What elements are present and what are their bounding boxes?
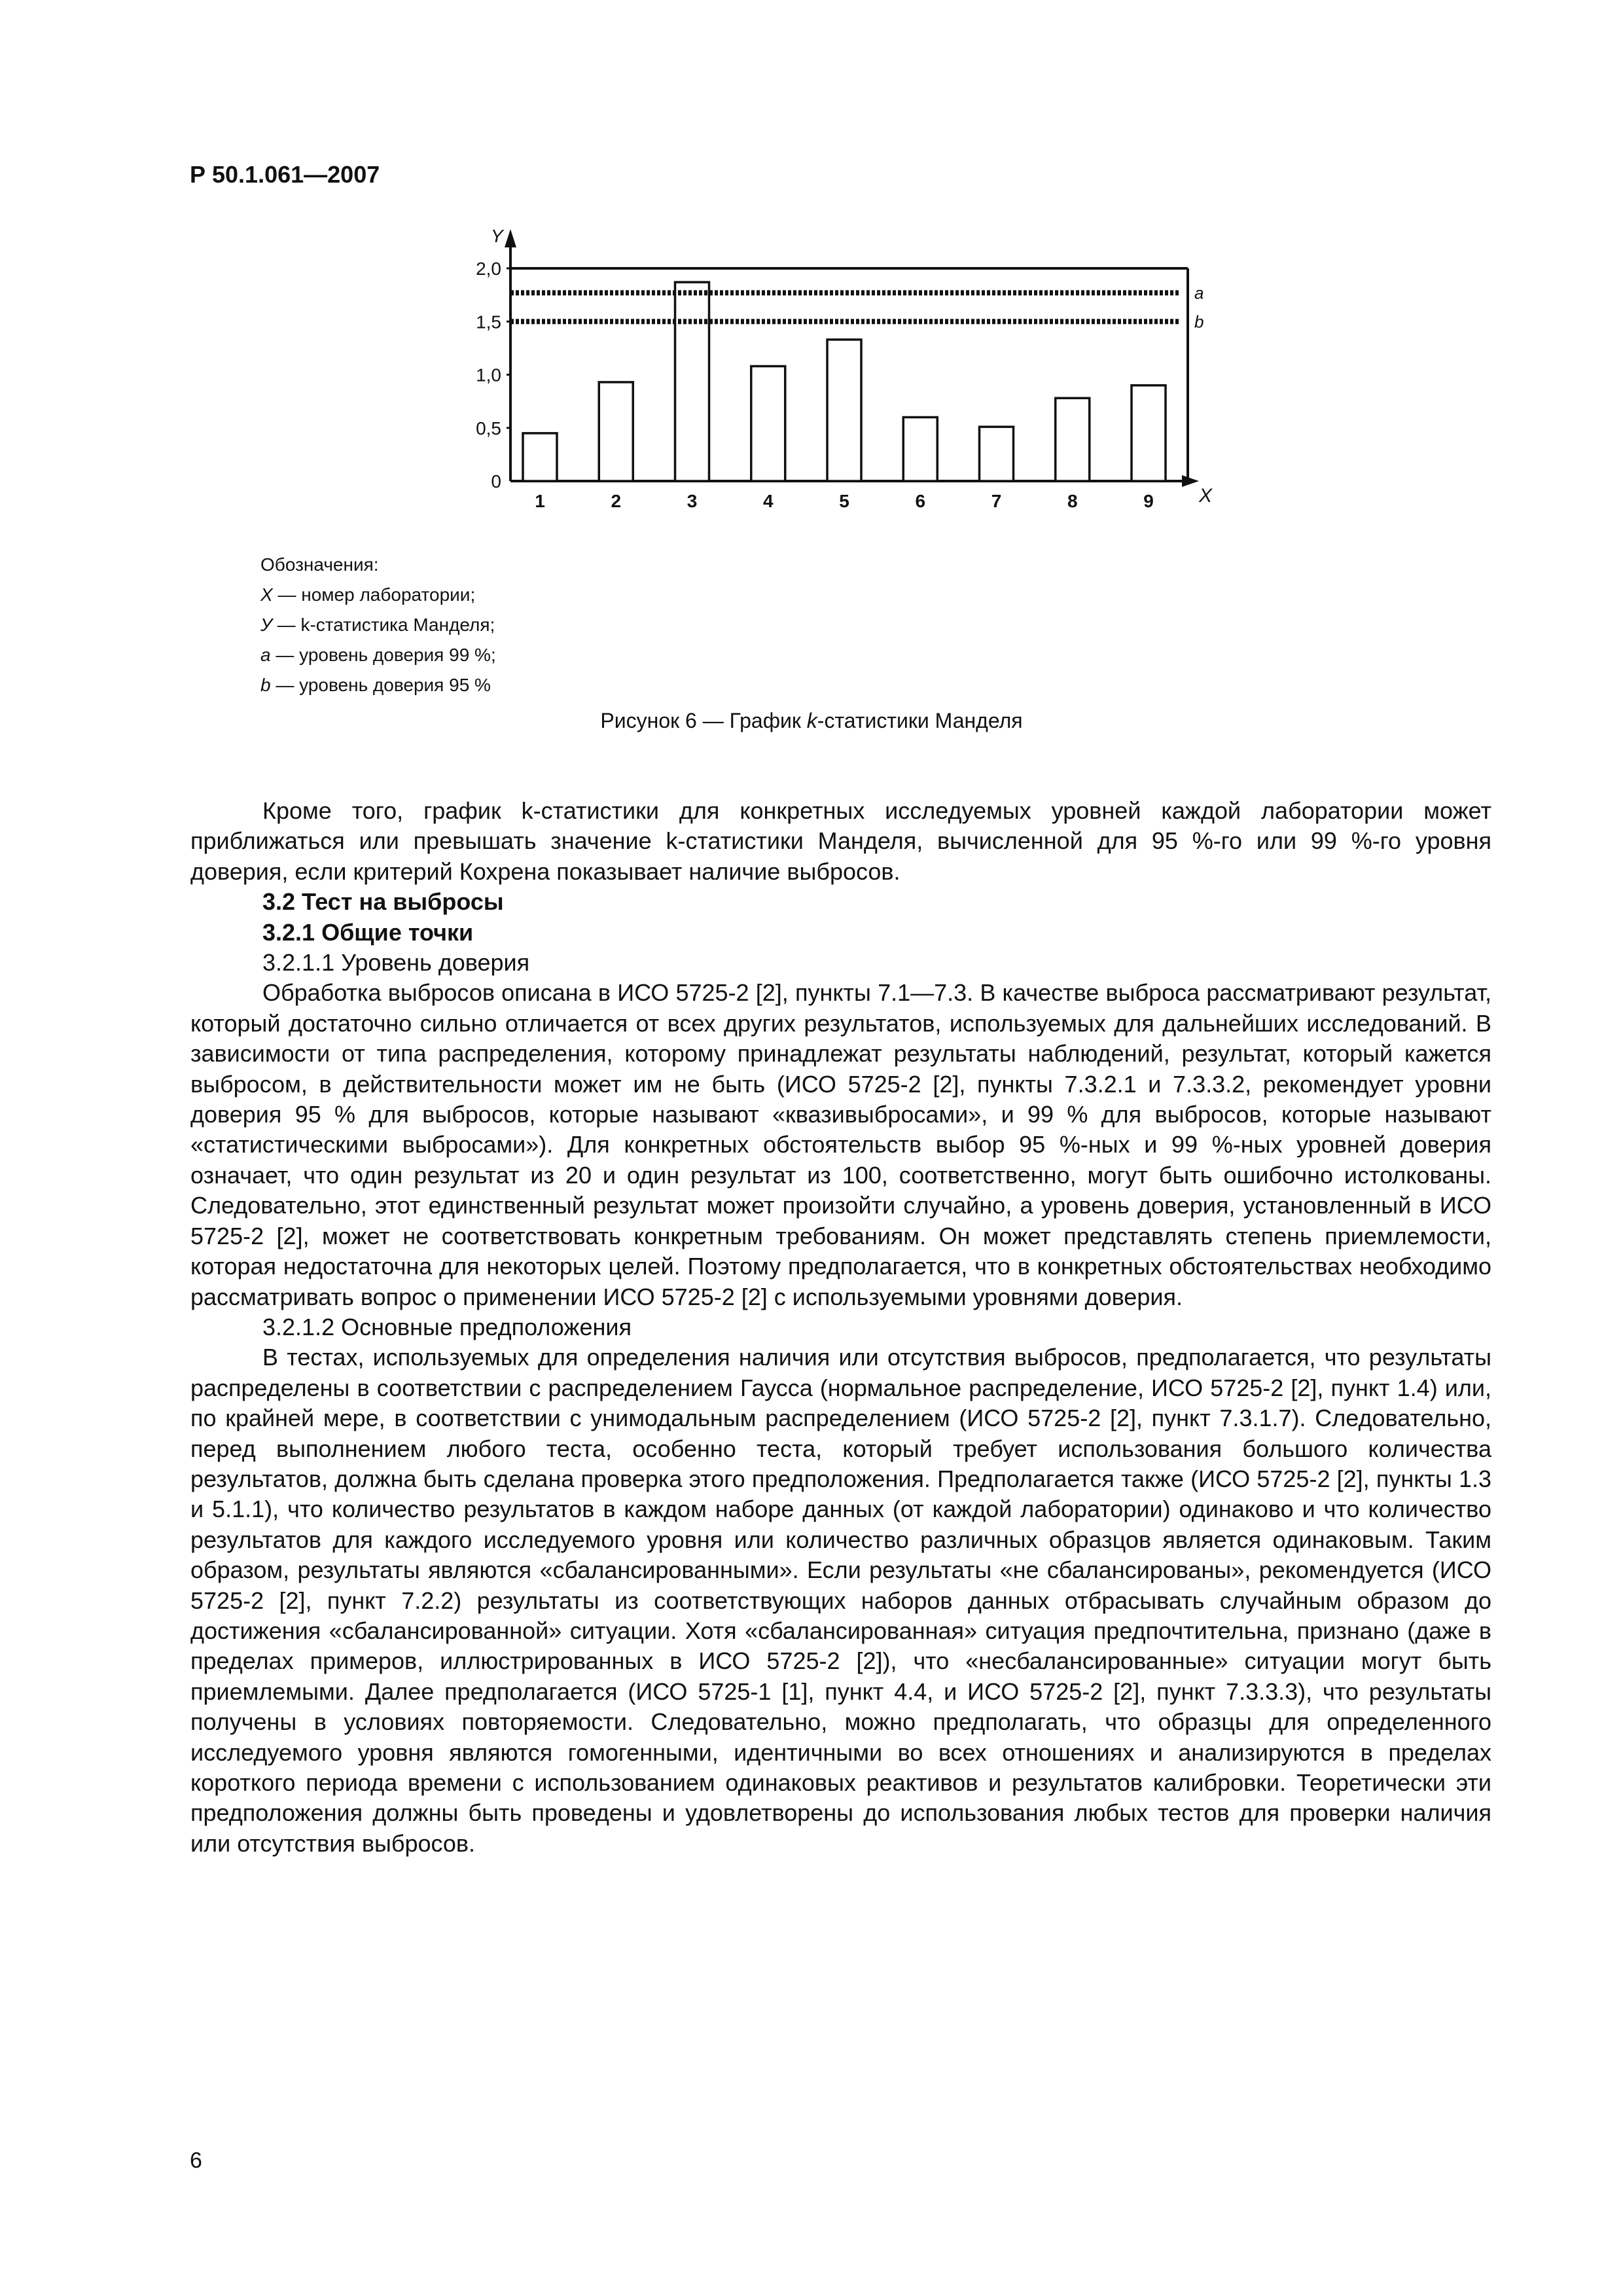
y-tick-label: 0,5 — [476, 418, 501, 439]
x-tick-label: 3 — [687, 491, 698, 511]
bar-lab-7 — [980, 427, 1014, 481]
x-tick-label: 1 — [535, 491, 545, 511]
section-heading-3-2-1-2: 3.2.1.2 Основные предположения — [262, 1313, 632, 1340]
legend-title: Обозначения: — [260, 554, 379, 575]
caption-prefix: Рисунок 6 — График — [600, 709, 807, 732]
legend-item-b — [260, 670, 496, 700]
reference-label-b: b — [1194, 312, 1204, 332]
bar-lab-9 — [1132, 386, 1166, 481]
bar-lab-6 — [903, 418, 937, 482]
legend-symbol: b — [260, 675, 271, 695]
legend-text: — уровень доверия 95 % — [270, 675, 491, 695]
bar-lab-4 — [751, 367, 785, 482]
document-code: Р 50.1.061—2007 — [190, 161, 380, 188]
section-heading-3-2-1: 3.2.1 Общие точки — [262, 918, 474, 946]
bar-lab-2 — [599, 382, 633, 481]
figure-legend — [260, 550, 496, 700]
y-tick-label: 2,0 — [476, 259, 501, 279]
intro-paragraph: Кроме того, график k-статистики для конкретных исследуемых уровней каждой лаборатории может приближаться или превышать значение k-статистики Манделя, вычисленной для 95 %-го или 99 %-го уровня доверия, если критерий Кохрена показывает наличие выбросов. — [190, 797, 1491, 885]
legend-symbol: X — [260, 584, 273, 605]
bar-lab-1 — [523, 433, 557, 481]
legend-text: — k-статистика Манделя; — [272, 615, 495, 635]
legend-symbol: У — [260, 615, 272, 635]
confidence-paragraph: Обработка выбросов описана в ИСО 5725-2 [2], пункты 7.1—7.3. В качестве выброса рассматривают результат, который достаточно сильно отличается от всех других результатов, используемых для дальнейших исследований. В зависимости от типа распределения, которому принадлежат результаты наблюдений, результат, который кажется выбросом, в действительности может им не быть (ИСО 5725-2 [2], пункты 7.3.2.1 и 7.3.3.2, рекомендует уровни доверия 95 % для выбросов, которые называют «квазивыбросами», и 99 % для выбросов, которые называют «статистическими выбросами»). Для конкретных обстоятельств выбор 95 %-ных и 99 %-ных уровней доверия означает, что один результат из 20 и один результат из 100, соответственно, могут быть ошибочно истолкованы. Следовательно, этот единственный результат может произойти случайно, а уровень доверия, установленный в ИСО 5725-2 [2], может не соответствовать конкретным требованиям. Он может представлять степень приемлемости, которая недостаточна для некоторых целей. Поэтому предполагается, что в конкретных обстоятельствах необходимо рассматривать вопрос о применении ИСО 5725-2 [2] с используемыми уровнями доверия. — [190, 979, 1491, 1310]
x-axis-label: X — [1199, 485, 1213, 507]
figure-caption — [0, 709, 1623, 733]
section-heading-3-2: 3.2 Тест на выбросы — [262, 888, 504, 916]
reference-label-a: a — [1194, 283, 1204, 303]
x-tick-label: 8 — [1067, 491, 1078, 511]
caption-italic: k — [806, 709, 817, 732]
x-tick-label: 7 — [991, 491, 1002, 511]
x-tick-label: 6 — [915, 491, 926, 511]
legend-item-x — [260, 580, 496, 610]
x-tick-label: 4 — [762, 491, 774, 511]
bar-lab-8 — [1056, 398, 1090, 481]
y-tick-label: 0 — [491, 471, 501, 492]
legend-symbol: a — [260, 645, 271, 665]
x-axis-arrow-icon — [1182, 475, 1199, 487]
y-axis-arrow-icon — [505, 229, 516, 247]
body-text — [190, 796, 1491, 1859]
x-tick-label: 5 — [839, 491, 849, 511]
legend-text: — номер лаборатории; — [272, 584, 476, 605]
caption-suffix: -статистики Манделя — [817, 709, 1023, 732]
legend-text: — уровень доверия 99 %; — [270, 645, 496, 665]
y-axis-label: Y — [491, 226, 503, 246]
bar-lab-3 — [675, 282, 709, 481]
x-tick-label: 2 — [611, 491, 622, 511]
legend-item-y — [260, 610, 496, 640]
bar-lab-5 — [827, 340, 861, 481]
x-tick-label: 9 — [1143, 491, 1154, 511]
mandel-k-chart — [432, 223, 1243, 530]
legend-item-a — [260, 640, 496, 670]
page-number: 6 — [190, 2148, 202, 2173]
chart-svg — [432, 223, 1243, 530]
y-tick-label: 1,0 — [476, 365, 501, 386]
y-tick-label: 1,5 — [476, 312, 501, 332]
assumptions-paragraph: В тестах, используемых для определения наличия или отсутствия выбросов, предполагается, что результаты распределены в соответствии с распределением Гаусса (нормальное распределение, ИСО 5725-2 [2], пункт 1.4) или, по крайней мере, в соответствии с унимодальным распределением (ИСО 5725-2 [2], пункт 7.3.1.7). Следовательно, перед выполнением любого теста, особенно теста, который требует использования большого количества результатов, должна быть сделана проверка этого предположения. Предполагается также (ИСО 5725-2 [2], пункты 1.3 и 5.1.1), что количество результатов в каждом наборе данных (от каждой лаборатории) одинаково и что количество результатов для каждого исследуемого уровня или количество различных образцов является одинаковым. Таким образом, результаты являются «сбалансированными». Если результаты «не сбалансированы», рекомендуется (ИСО 5725-2 [2], пункт 7.2.2) результаты из соответствующих наборов данных отбрасывать случайным образом до достижения «сбалансированной» ситуации. Хотя «сбалансированная» ситуация предпочтительна, признано (даже в пределах примеров, иллюстрированных в ИСО 5725-2 [2]), что «несбалансированные» ситуации могут быть приемлемыми. Далее предполагается (ИСО 5725-1 [1], пункт 4.4, и ИСО 5725-2 [2], пункт 7.3.3.3), что результаты получены в условиях повторяемости. Следовательно, можно предполагать, что образцы для определенного исследуемого уровня являются гомогенными, идентичными во всех отношениях и анализируются в пределах короткого периода времени с использованием одинаковых реактивов и результатов калибровки. Теоретически эти предположения должны быть проведены и удовлетворены до использования любых тестов для проверки наличия или отсутствия выбросов. — [190, 1344, 1491, 1857]
section-heading-3-2-1-1: 3.2.1.1 Уровень доверия — [262, 949, 530, 977]
